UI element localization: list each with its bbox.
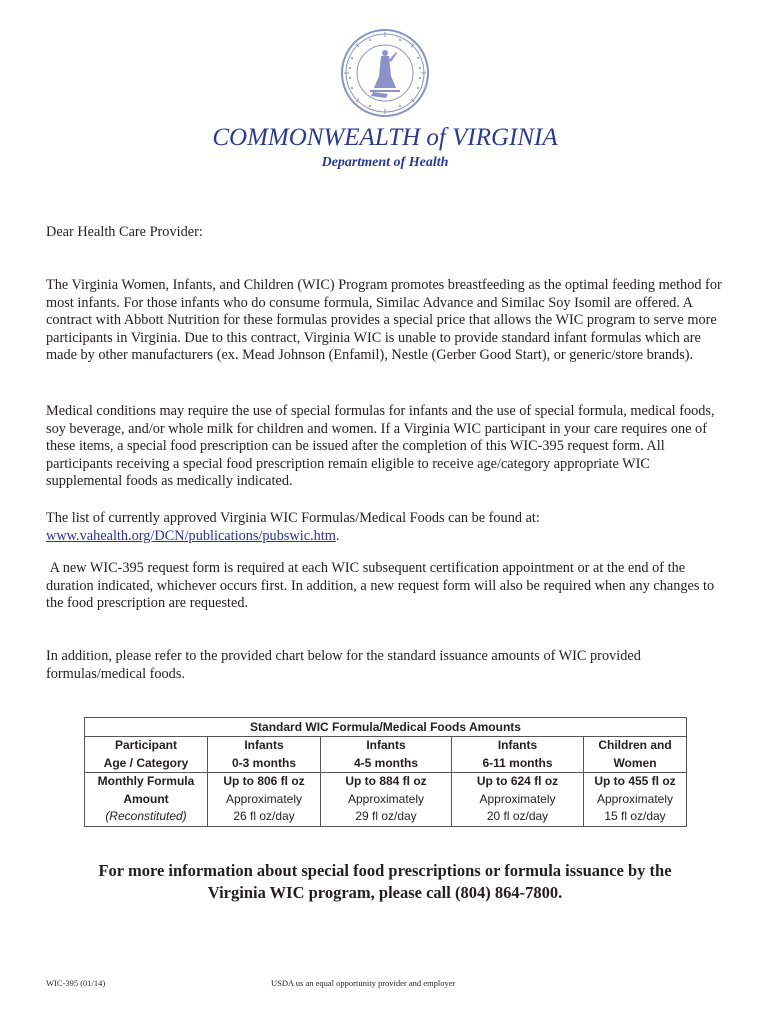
column-subheader: 0-3 months <box>231 755 296 770</box>
amount-per-day: 26 fl oz/day <box>233 809 295 823</box>
row-header-participant: Participant <box>114 738 177 752</box>
row-header-reconstituted: (Reconstituted) <box>105 809 187 823</box>
paragraph-text: A new WIC-395 request form is required at each WIC subsequent certification appointment or at the end of the duration indicated, whichever occurs first. In addition, a new request form will also be required when any changes to the food prescription are requested. <box>46 560 718 612</box>
table-cell <box>321 737 452 773</box>
formulas-list-link[interactable]: www.vahealth.org/DCN/publications/pubswic.htm <box>46 527 336 544</box>
paragraph-formula-contract <box>46 277 726 365</box>
column-subheader: 4-5 months <box>353 755 418 770</box>
column-header: Infants <box>244 738 284 752</box>
amount-per-day: 15 fl oz/day <box>604 809 666 823</box>
department-subtitle: Department of Health <box>321 155 449 170</box>
table-cell <box>85 773 208 827</box>
paragraph-text: Medical conditions may require the use of special formulas for infants and the use of special formula, medical foods, soy beverage, and/or whole milk for children and women. If a Virginia WIC participant in your care requires one of these items, a special food prescription can be issued after the completion of this WIC-395 request form. All participants receiving a special food prescription remain eligible to receive age/category appropriate WIC supplemental foods as medically indicated. <box>46 403 715 490</box>
paragraph-text: The list of currently approved Virginia WIC Formulas/Medical Foods can be found at: <box>46 510 540 526</box>
amount-approx: Approximately <box>225 791 303 806</box>
table-cell <box>208 773 321 827</box>
table-cell <box>452 737 584 773</box>
amount-per-day: 20 fl oz/day <box>486 809 549 823</box>
amount-approx: Approximately <box>347 791 425 806</box>
notice-line-2: Virginia WIC program, please call (804) 864-7800. <box>207 883 563 902</box>
virginia-seal-icon <box>340 28 430 118</box>
amount-max: Up to 624 fl oz <box>476 774 559 788</box>
table-cell <box>584 773 687 827</box>
paragraph-chart-reference <box>46 648 726 683</box>
paragraph-approved-list <box>46 510 726 545</box>
table-cell <box>208 737 321 773</box>
row-header-monthly-formula: Monthly Formula <box>97 774 195 788</box>
greeting: Dear Health Care Provider: <box>46 224 203 240</box>
table-cell <box>584 737 687 773</box>
amount-max: Up to 884 fl oz <box>345 774 427 788</box>
form-code: WIC-395 (01/14) <box>46 978 106 988</box>
table-row <box>85 737 687 773</box>
column-header: Infants <box>497 738 538 752</box>
paragraph-text: In addition, please refer to the provided chart below for the standard issuance amounts of WIC provided formulas/medical foods. <box>46 648 641 682</box>
column-header: Children and <box>598 738 672 752</box>
table-cell <box>321 773 452 827</box>
amount-approx: Approximately <box>596 791 674 806</box>
paragraph-text: The Virginia Women, Infants, and Children (WIC) Program promotes breastfeeding as the optimal feeding method for most infants. For those infants who do consume formula, Similac Advance and Similac Soy Isomil are offered. A contract with Abbott Nutrition for these formulas provides a special price that allows the WIC program to serve more participants in Virginia. Due to this contract, Virginia WIC is unable to provide standard infant formulas which are made by other manufacturers (ex. Mead Johnson (Enfamil), Nestle (Gerber Good Start), or generic/store brands). <box>46 277 722 364</box>
contact-notice <box>0 860 770 904</box>
column-subheader: Women <box>613 755 657 770</box>
amount-max: Up to 806 fl oz <box>223 774 305 788</box>
usda-statement: USDA us an equal opportunity provider and employer <box>271 978 456 988</box>
row-header-age-category: Age / Category <box>103 755 189 770</box>
amount-per-day: 29 fl oz/day <box>355 809 417 823</box>
column-header: Infants <box>366 738 406 752</box>
table-caption: Standard WIC Formula/Medical Foods Amounts <box>85 718 687 737</box>
amount-approx: Approximately <box>479 791 556 806</box>
column-subheader: 6-11 months <box>482 755 553 770</box>
table-cell <box>85 737 208 773</box>
row-header-amount: Amount <box>123 791 169 806</box>
amount-max: Up to 455 fl oz <box>594 774 676 788</box>
link-period: . <box>335 527 340 544</box>
paragraph-medical-conditions <box>46 403 726 491</box>
table-cell <box>452 773 584 827</box>
table-row <box>85 773 687 827</box>
formula-amounts-table <box>84 717 687 827</box>
page-title: COMMONWEALTH of VIRGINIA <box>212 124 558 151</box>
notice-line-1: For more information about special food prescriptions or formula issuance by the <box>98 861 672 880</box>
paragraph-new-request <box>46 560 726 613</box>
